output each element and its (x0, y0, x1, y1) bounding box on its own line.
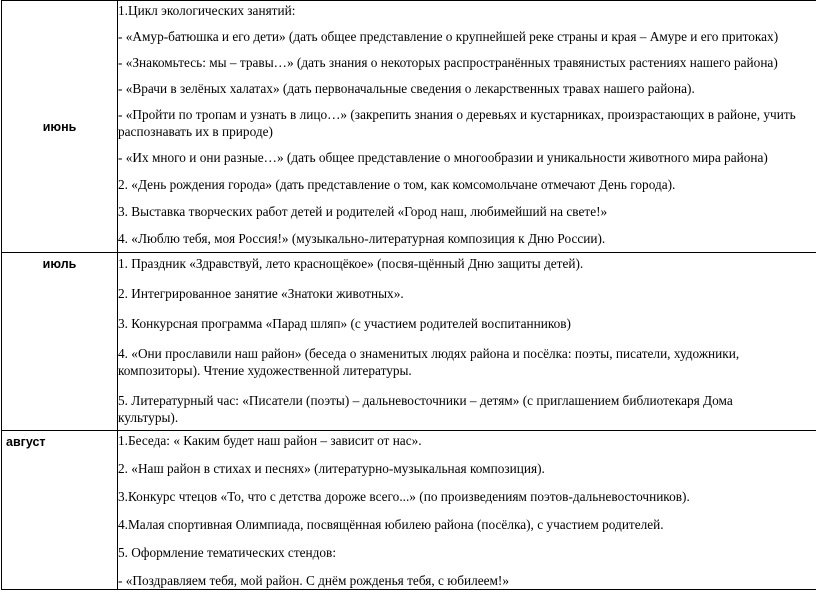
table-row-august (2, 431, 816, 590)
list-item: - «Врачи в зелёных халатах» (дать первоначальные сведения о лекарственных травах нашего района). (118, 81, 695, 96)
list-item: 2. Интегрированное занятие «Знатоки животных». (118, 286, 404, 301)
list-item: 1.Цикл экологических занятий: (118, 3, 296, 18)
list-item: 1.Беседа: « Каким будет наш район – зависит от нас». (118, 433, 422, 448)
list-item-line: 4. «Они прославили наш район» (беседа о знаменитых людях района и посёлка: поэты, писатели, художники, (118, 346, 740, 361)
list-item-line: - «Пройти по тропам и узнать в лицо…» (закрепить знания о деревьях и кустарниках, произрастающих в районе, учить (118, 107, 796, 122)
list-item: 3. Конкурсная программа «Парад шляп» (с участием родителей воспитанников) (118, 316, 571, 331)
table-row-june (2, 1, 816, 253)
list-item-line: культуры). (118, 410, 179, 425)
activities-cell-june (118, 1, 816, 253)
list-item: 3.Конкурс чтецов «То, что с детства дороже всего...» (по произведениям поэтов-дальневосточников). (118, 489, 690, 504)
list-item: 2. «Наш район в стихах и песнях» (литературно-музыкальная композиция). (118, 461, 545, 476)
list-item: - «Поздравляем тебя, мой район. С днём рожденья тебя, с юбилеем!» (118, 573, 510, 588)
list-item: 3. Выставка творческих работ детей и родителей «Город наш, любимейший на свете!» (118, 204, 608, 219)
activities-cell-july (118, 253, 816, 431)
month-cell-july (2, 253, 118, 431)
month-label-july: июль (42, 257, 77, 271)
month-cell-august (2, 431, 118, 590)
list-item: - «Их много и они разные…» (дать общее представление о многообразии и уникальности животного мира района) (118, 150, 768, 165)
list-item: 5. Оформление тематических стендов: (118, 545, 337, 560)
list-item-line: распознавать их в природе) (118, 124, 273, 139)
table-row-july (2, 253, 816, 431)
month-label-june: июнь (42, 119, 77, 134)
list-item (118, 106, 816, 140)
list-item: 4. «Люблю тебя, моя Россия!» (музыкально-литературная композиция к Дню России). (118, 231, 606, 246)
list-item: 2. «День рождения города» (дать представление о том, как комсомольчане отмечают День города). (118, 177, 676, 192)
list-item: - «Амур-батюшка и его дети» (дать общее представление о крупнейшей реке страны и края – Амуре и его притоках) (118, 29, 779, 44)
list-item: - «Знакомьтесь: мы – травы…» (дать знания о некоторых распространённых травянистых растениях нашего района) (118, 55, 778, 70)
list-item: 1. Праздник «Здравствуй, лето краснощёкое» (посвя-щённый Дню защиты детей). (118, 256, 584, 271)
activity-plan-table (1, 0, 816, 590)
list-item-line: композиторы). Чтение художественной литературы. (118, 363, 412, 378)
list-item-line: 5. Литературный час: «Писатели (поэты) – дальневосточники – детям» (с приглашением библиотекаря Дома (118, 393, 733, 408)
list-item: 4.Малая спортивная Олимпиада, посвящённая юбилею района (посёлка), с участием родителей. (118, 517, 664, 532)
month-cell-june (2, 1, 118, 253)
list-item (118, 345, 816, 379)
activities-cell-august (118, 431, 816, 590)
month-label-august: август (6, 435, 46, 449)
list-item (118, 392, 816, 426)
